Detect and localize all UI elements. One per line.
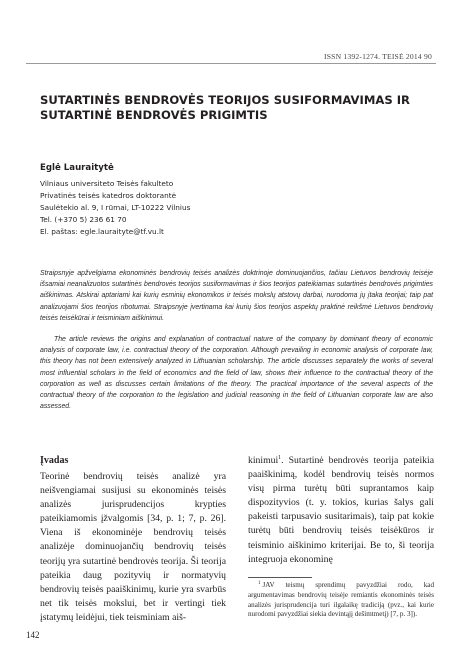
body-text-fragment: kinimui bbox=[248, 455, 279, 466]
affiliation-line: Vilniaus universiteto Teisės fakulteto bbox=[40, 179, 174, 188]
journal-meta: ISSN 1392-1274. TEISĖ 2014 90 bbox=[324, 52, 432, 61]
section-heading: Įvadas bbox=[40, 455, 69, 466]
author-affiliation bbox=[40, 178, 190, 238]
body-text-right-column bbox=[248, 454, 434, 567]
article-title: SUTARTINĖS BENDROVĖS TEORIJOS SUSIFORMAVIMAS IR SUTARTINĖ BENDROVĖS PRIGIMTIS bbox=[40, 93, 410, 122]
affiliation-email: El. paštas: egle.lauraityte@tf.vu.lt bbox=[40, 227, 164, 237]
page-number: 142 bbox=[26, 630, 40, 640]
body-text-fragment: . Sutartinė bendrovės teorija pateikia paaiškinimą, kodėl bendrovių teisės normos visų pirma turėtų būti suprantamos kaip dispozityvios (t. y. tokios, kurias šalys gali pakeisti tarpusavio susitarimais), taip pat kokie turėtų būti bendrovių teisės teisėkūros ir teisminio aiškinimo kriterijai. Be to, ši teorija integruoja ekonominę bbox=[248, 455, 434, 565]
author-name: Eglė Lauraitytė bbox=[40, 163, 114, 173]
affiliation-line: Tel. (+370 5) 236 61 70 bbox=[40, 215, 127, 225]
footnote bbox=[248, 581, 434, 620]
affiliation-line: Privatinės teisės katedros doktorantė bbox=[40, 191, 177, 201]
footnote-rule bbox=[248, 577, 312, 578]
footnote-text: JAV teismų sprendimų pavyzdžiai rodo, kad argumentavimas bendrovių teisėje remiantis ekonominės teisės analizės jurisprudencija turi ilgalaikę tradiciją (pvz., kai kurie nurodomi pavyzdžiai siekia devintąjį dešimtmetį) [7, p. 3]). bbox=[248, 581, 434, 619]
affiliation-line: Saulėtekio al. 9, I rūmai, LT-10222 Vilnius bbox=[40, 203, 191, 213]
footnote-reference[interactable]: 1 bbox=[278, 454, 282, 461]
footnote-number: 1 bbox=[258, 580, 261, 586]
header-rule bbox=[26, 63, 436, 64]
abstract-english: The article reviews the origins and explanation of contractual nature of the company by dominant theory of economic analysis of corporate law, i.e. contractual theory of the corporation. Although prevailing in economic analysis of corporate law, this theory has not been extensively analyzed in Lithuanian scholarship. The article discusses separately the works of several most influential scholars in the field of economics and the field of law, shows their influence to the contractual theory of the corporation as well as discusses certain limitations of the theory. The practical importance of the several aspects of the contractual theory of the corporation to the legislation and judicial reasoning in the field of Lithuanian corporate law are also assessed. bbox=[40, 336, 433, 411]
body-text-left-column: Teorinė bendrovių teisės analizė yra neišvengiamai susijusi su ekonominės teisės analizės jurisprudencijos krypties pateikiamomis įžvalgomis [34, p. 1; 7, p. 26]. Viena iš ekonominėje bendrovių teisės analizėje dominuojančių bendrovių teisės teorijų yra sutartinė bendrovės teorija. Ši teorija pateikia daug pozityvių ir normatyvių bendrovių teisės paaiškinimų, kurie yra svarbūs net tik teisės mokslui, bet ir vertingi tiek įstatymų leidėjui, tiek teisminiam aiš- bbox=[40, 471, 226, 623]
abstract-lithuanian: Straipsnyje apžvelgiama ekonominės bendrovių teisės analizės doktrinoje dominuojančios, tačiau Lietuvos bendrovių teisėje išsamiai neanalizuotos sutartinės bendrovės teorijos susiformavimas ir šios teorijos pateikiamas sutartinės bendrovės prigimties aiškinimas. Atskirai aptariami kai kurių esminių ekonomikos ir teisės mokslų atstovų darbai, nurodoma jų įtaka teorijai; taip pat analizuojami šios teorijos ribotumai. Straipsnyje įvertinama kai kurių šios teorijos aspektų praktinė reikšmė Lietuvos bendrovių teisės teisėkūrai ir teisminiam aiškinimui. bbox=[40, 270, 433, 322]
